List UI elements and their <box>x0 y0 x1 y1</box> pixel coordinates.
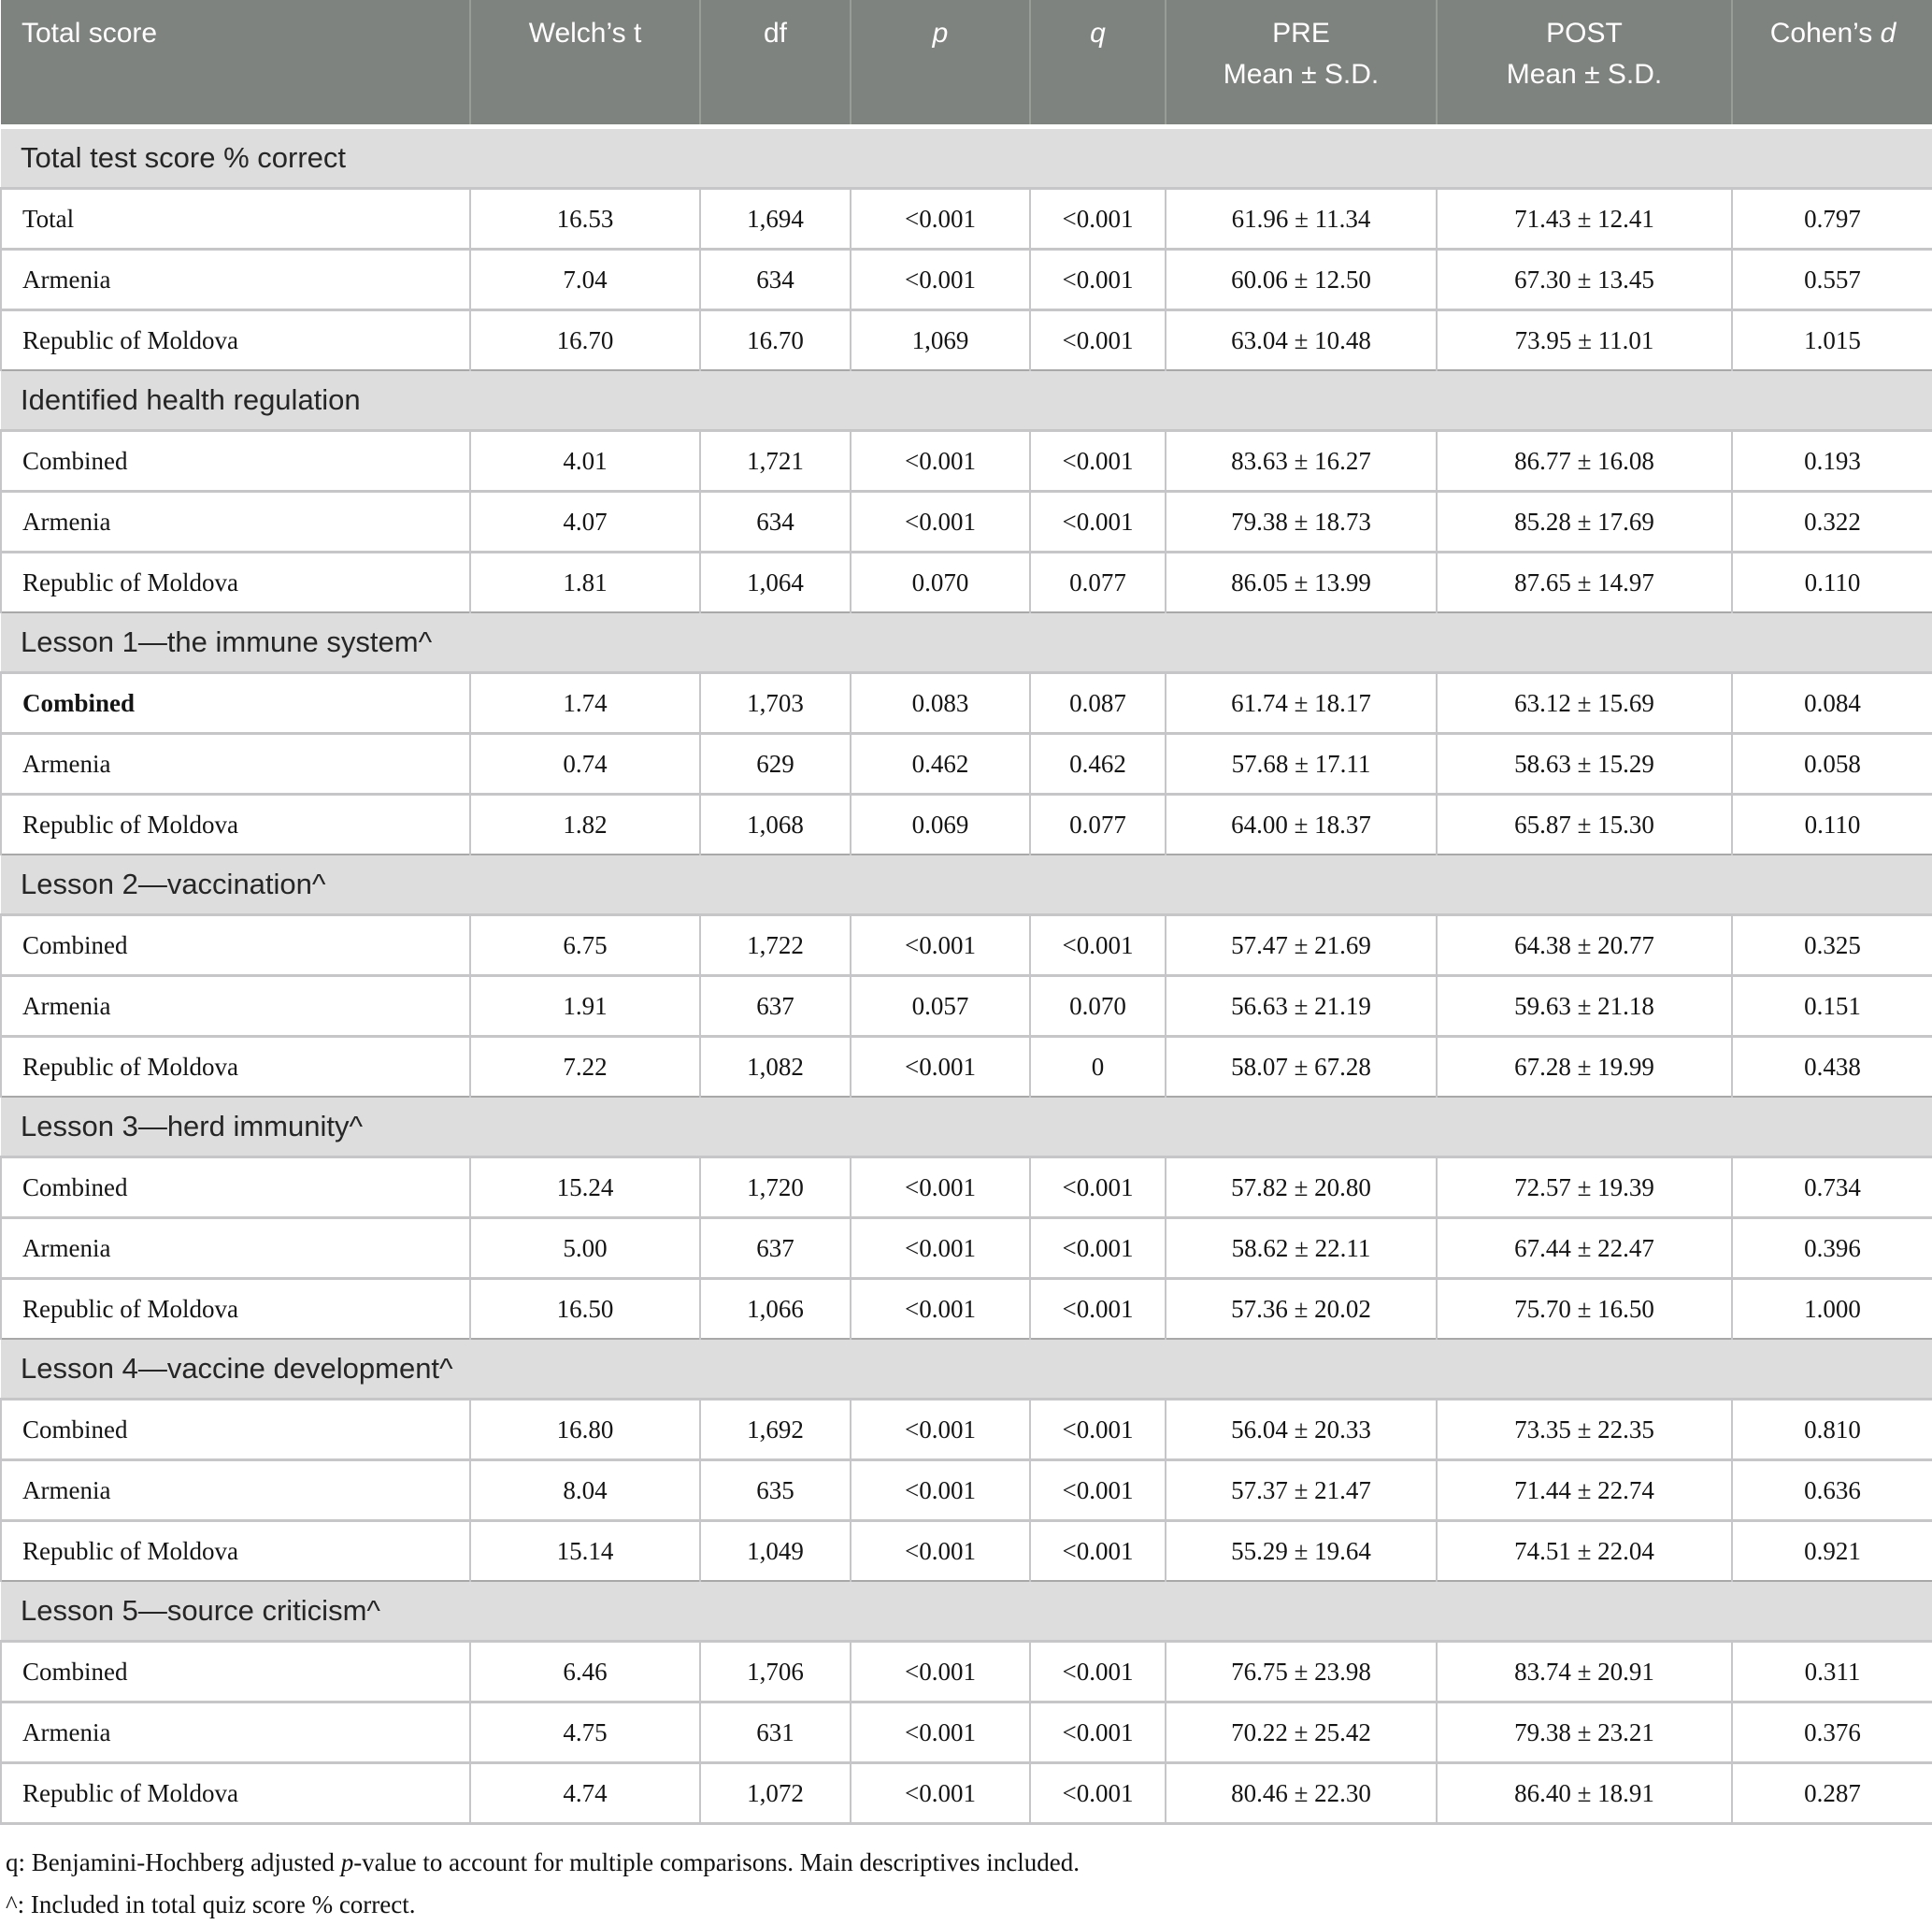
value-cell: 73.35 ± 22.35 <box>1437 1400 1732 1460</box>
value-cell: 0.151 <box>1732 976 1932 1037</box>
value-cell: 629 <box>700 734 851 795</box>
value-cell: 74.51 ± 22.04 <box>1437 1521 1732 1582</box>
row-label: Armenia <box>1 1702 470 1763</box>
table-row <box>1 1642 1932 1702</box>
value-cell: <0.001 <box>851 1218 1030 1279</box>
footnote-q-pre: q: Benjamini-Hochberg adjusted <box>6 1848 341 1876</box>
table-row <box>1 673 1932 734</box>
value-cell: 86.77 ± 16.08 <box>1437 431 1732 492</box>
value-cell: 0.462 <box>1030 734 1166 795</box>
section-title: Lesson 2—vaccination^ <box>1 855 1932 915</box>
row-label: Republic of Moldova <box>1 310 470 371</box>
row-label: Combined <box>1 1400 470 1460</box>
value-cell: 0 <box>1030 1037 1166 1098</box>
value-cell: 1,066 <box>700 1279 851 1340</box>
column-header-cohens-d-text: Cohen’s <box>1769 18 1881 49</box>
column-header-df: df <box>700 0 851 127</box>
section-header-row <box>1 127 1932 189</box>
value-cell: 8.04 <box>470 1460 700 1521</box>
value-cell: 0.322 <box>1732 492 1932 553</box>
value-cell: 637 <box>700 976 851 1037</box>
row-label: Republic of Moldova <box>1 553 470 613</box>
value-cell: 7.04 <box>470 250 700 310</box>
value-cell: 0.557 <box>1732 250 1932 310</box>
value-cell: <0.001 <box>851 492 1030 553</box>
value-cell: <0.001 <box>1030 189 1166 250</box>
table-row <box>1 189 1932 250</box>
value-cell: 6.46 <box>470 1642 700 1702</box>
section-title: Lesson 5—source criticism^ <box>1 1581 1932 1642</box>
value-cell: <0.001 <box>851 431 1030 492</box>
value-cell: 1.015 <box>1732 310 1932 371</box>
value-cell: 85.28 ± 17.69 <box>1437 492 1732 553</box>
value-cell: <0.001 <box>1030 1157 1166 1218</box>
section-title: Lesson 1—the immune system^ <box>1 612 1932 673</box>
row-label: Republic of Moldova <box>1 1279 470 1340</box>
table-row <box>1 1400 1932 1460</box>
value-cell: 16.70 <box>700 310 851 371</box>
row-label: Armenia <box>1 250 470 310</box>
value-cell: <0.001 <box>851 1460 1030 1521</box>
value-cell: 0.077 <box>1030 553 1166 613</box>
value-cell: 65.87 ± 15.30 <box>1437 795 1732 855</box>
value-cell: 635 <box>700 1460 851 1521</box>
table-row <box>1 1218 1932 1279</box>
value-cell: 1,064 <box>700 553 851 613</box>
table-row <box>1 1460 1932 1521</box>
section-header-row <box>1 1581 1932 1642</box>
value-cell: <0.001 <box>1030 492 1166 553</box>
row-label: Armenia <box>1 1460 470 1521</box>
section-header-row <box>1 855 1932 915</box>
value-cell: 1.91 <box>470 976 700 1037</box>
table-body <box>1 127 1932 1824</box>
value-cell: 0.070 <box>1030 976 1166 1037</box>
column-header-total-score: Total score <box>1 0 470 127</box>
value-cell: 86.40 ± 18.91 <box>1437 1763 1732 1824</box>
value-cell: 0.810 <box>1732 1400 1932 1460</box>
value-cell: 86.05 ± 13.99 <box>1166 553 1437 613</box>
value-cell: 67.44 ± 22.47 <box>1437 1218 1732 1279</box>
section-title: Total test score % correct <box>1 127 1932 189</box>
table-row <box>1 250 1932 310</box>
value-cell: 87.65 ± 14.97 <box>1437 553 1732 613</box>
value-cell: 64.00 ± 18.37 <box>1166 795 1437 855</box>
value-cell: 58.62 ± 22.11 <box>1166 1218 1437 1279</box>
row-label: Combined <box>1 673 470 734</box>
value-cell: 71.44 ± 22.74 <box>1437 1460 1732 1521</box>
row-label: Combined <box>1 915 470 976</box>
column-header-cohens-d <box>1732 0 1932 127</box>
value-cell: 57.36 ± 20.02 <box>1166 1279 1437 1340</box>
value-cell: 0.193 <box>1732 431 1932 492</box>
value-cell: <0.001 <box>1030 1218 1166 1279</box>
value-cell: 5.00 <box>470 1218 700 1279</box>
value-cell: 637 <box>700 1218 851 1279</box>
value-cell: 1,722 <box>700 915 851 976</box>
value-cell: 55.29 ± 19.64 <box>1166 1521 1437 1582</box>
value-cell: 0.110 <box>1732 553 1932 613</box>
row-label: Armenia <box>1 492 470 553</box>
value-cell: 1,720 <box>700 1157 851 1218</box>
row-label: Armenia <box>1 1218 470 1279</box>
value-cell: 0.74 <box>470 734 700 795</box>
value-cell: <0.001 <box>851 915 1030 976</box>
value-cell: 58.07 ± 67.28 <box>1166 1037 1437 1098</box>
value-cell: 1,049 <box>700 1521 851 1582</box>
value-cell: 1.74 <box>470 673 700 734</box>
value-cell: 76.75 ± 23.98 <box>1166 1642 1437 1702</box>
column-header-pre <box>1166 0 1437 127</box>
value-cell: 1,068 <box>700 795 851 855</box>
value-cell: 1.81 <box>470 553 700 613</box>
value-cell: <0.001 <box>1030 1400 1166 1460</box>
section-title: Lesson 4—vaccine development^ <box>1 1339 1932 1400</box>
value-cell: 79.38 ± 23.21 <box>1437 1702 1732 1763</box>
value-cell: <0.001 <box>1030 1279 1166 1340</box>
value-cell: <0.001 <box>851 1642 1030 1702</box>
value-cell: 1,703 <box>700 673 851 734</box>
row-label: Republic of Moldova <box>1 795 470 855</box>
value-cell: 0.921 <box>1732 1521 1932 1582</box>
value-cell: 4.07 <box>470 492 700 553</box>
value-cell: <0.001 <box>851 1037 1030 1098</box>
value-cell: <0.001 <box>851 250 1030 310</box>
value-cell: 0.083 <box>851 673 1030 734</box>
value-cell: 4.75 <box>470 1702 700 1763</box>
value-cell: 0.058 <box>1732 734 1932 795</box>
table-row <box>1 553 1932 613</box>
value-cell: 0.069 <box>851 795 1030 855</box>
value-cell: 57.68 ± 17.11 <box>1166 734 1437 795</box>
value-cell: <0.001 <box>851 1400 1030 1460</box>
table-row <box>1 734 1932 795</box>
value-cell: 1,694 <box>700 189 851 250</box>
value-cell: 83.63 ± 16.27 <box>1166 431 1437 492</box>
value-cell: 6.75 <box>470 915 700 976</box>
value-cell: 15.24 <box>470 1157 700 1218</box>
value-cell: 80.46 ± 22.30 <box>1166 1763 1437 1824</box>
table-header <box>1 0 1932 127</box>
row-label: Republic of Moldova <box>1 1037 470 1098</box>
value-cell: 1,692 <box>700 1400 851 1460</box>
table-row <box>1 1763 1932 1824</box>
value-cell: 0.087 <box>1030 673 1166 734</box>
row-label: Republic of Moldova <box>1 1521 470 1582</box>
footnote-q-post: -value to account for multiple comparisons. Main descriptives included. <box>353 1848 1080 1876</box>
row-label: Combined <box>1 1157 470 1218</box>
column-header-cohens-d-italic: d <box>1880 18 1896 49</box>
value-cell: 0.376 <box>1732 1702 1932 1763</box>
section-header-row <box>1 1097 1932 1157</box>
header-row <box>1 0 1932 127</box>
footnote-caret: ^: Included in total quiz score % correct. <box>6 1889 416 1918</box>
value-cell: <0.001 <box>1030 250 1166 310</box>
table-row <box>1 976 1932 1037</box>
value-cell: 1,706 <box>700 1642 851 1702</box>
value-cell: 59.63 ± 21.18 <box>1437 976 1732 1037</box>
table-row <box>1 1702 1932 1763</box>
value-cell: 0.396 <box>1732 1218 1932 1279</box>
value-cell: <0.001 <box>851 1702 1030 1763</box>
value-cell: 57.82 ± 20.80 <box>1166 1157 1437 1218</box>
value-cell: 57.47 ± 21.69 <box>1166 915 1437 976</box>
value-cell: 79.38 ± 18.73 <box>1166 492 1437 553</box>
value-cell: 0.077 <box>1030 795 1166 855</box>
column-header-post-line2: Mean ± S.D. <box>1506 58 1663 90</box>
row-label: Combined <box>1 1642 470 1702</box>
value-cell: 67.30 ± 13.45 <box>1437 250 1732 310</box>
value-cell: <0.001 <box>1030 915 1166 976</box>
value-cell: 0.797 <box>1732 189 1932 250</box>
value-cell: 57.37 ± 21.47 <box>1166 1460 1437 1521</box>
value-cell: 7.22 <box>470 1037 700 1098</box>
value-cell: 1,721 <box>700 431 851 492</box>
value-cell: 15.14 <box>470 1521 700 1582</box>
value-cell: 0.325 <box>1732 915 1932 976</box>
section-title: Lesson 3—herd immunity^ <box>1 1097 1932 1157</box>
section-header-row <box>1 1339 1932 1400</box>
value-cell: 63.04 ± 10.48 <box>1166 310 1437 371</box>
value-cell: 72.57 ± 19.39 <box>1437 1157 1732 1218</box>
value-cell: <0.001 <box>1030 1702 1166 1763</box>
value-cell: <0.001 <box>1030 1460 1166 1521</box>
table-row <box>1 310 1932 371</box>
value-cell: <0.001 <box>851 1521 1030 1582</box>
value-cell: 4.01 <box>470 431 700 492</box>
column-header-p: p <box>851 0 1030 127</box>
value-cell: <0.001 <box>1030 310 1166 371</box>
footnotes <box>0 1825 1932 1925</box>
column-header-q: q <box>1030 0 1166 127</box>
value-cell: 16.53 <box>470 189 700 250</box>
value-cell: 64.38 ± 20.77 <box>1437 915 1732 976</box>
value-cell: 61.96 ± 11.34 <box>1166 189 1437 250</box>
value-cell: <0.001 <box>1030 431 1166 492</box>
value-cell: 83.74 ± 20.91 <box>1437 1642 1732 1702</box>
value-cell: 0.311 <box>1732 1642 1932 1702</box>
value-cell: 73.95 ± 11.01 <box>1437 310 1732 371</box>
value-cell: 0.438 <box>1732 1037 1932 1098</box>
value-cell: 75.70 ± 16.50 <box>1437 1279 1732 1340</box>
value-cell: 67.28 ± 19.99 <box>1437 1037 1732 1098</box>
section-header-row <box>1 612 1932 673</box>
table-row <box>1 795 1932 855</box>
value-cell: 1,069 <box>851 310 1030 371</box>
value-cell: 0.636 <box>1732 1460 1932 1521</box>
value-cell: 0.084 <box>1732 673 1932 734</box>
value-cell: 0.070 <box>851 553 1030 613</box>
value-cell: 71.43 ± 12.41 <box>1437 189 1732 250</box>
footnote-q <box>6 1842 1932 1884</box>
column-header-pre-line2: Mean ± S.D. <box>1223 58 1380 90</box>
value-cell: 1,082 <box>700 1037 851 1098</box>
value-cell: <0.001 <box>1030 1521 1166 1582</box>
value-cell: 1.82 <box>470 795 700 855</box>
table-row <box>1 1521 1932 1582</box>
value-cell: 1.000 <box>1732 1279 1932 1340</box>
value-cell: 16.50 <box>470 1279 700 1340</box>
value-cell: 0.462 <box>851 734 1030 795</box>
value-cell: <0.001 <box>1030 1763 1166 1824</box>
value-cell: <0.001 <box>851 189 1030 250</box>
column-header-welchs-t: Welch’s t <box>470 0 700 127</box>
footnote-q-italic-p: p <box>340 1848 354 1876</box>
value-cell: <0.001 <box>851 1763 1030 1824</box>
row-label: Armenia <box>1 734 470 795</box>
value-cell: 634 <box>700 492 851 553</box>
value-cell: 631 <box>700 1702 851 1763</box>
value-cell: <0.001 <box>851 1157 1030 1218</box>
value-cell: <0.001 <box>851 1279 1030 1340</box>
table-row <box>1 915 1932 976</box>
value-cell: 0.287 <box>1732 1763 1932 1824</box>
row-label: Republic of Moldova <box>1 1763 470 1824</box>
table-row <box>1 1037 1932 1098</box>
value-cell: 56.04 ± 20.33 <box>1166 1400 1437 1460</box>
value-cell: <0.001 <box>1030 1642 1166 1702</box>
section-header-row <box>1 370 1932 431</box>
row-label: Combined <box>1 431 470 492</box>
table-row <box>1 1157 1932 1218</box>
value-cell: 0.734 <box>1732 1157 1932 1218</box>
value-cell: 61.74 ± 18.17 <box>1166 673 1437 734</box>
table-row <box>1 431 1932 492</box>
value-cell: 1,072 <box>700 1763 851 1824</box>
value-cell: 634 <box>700 250 851 310</box>
value-cell: 63.12 ± 15.69 <box>1437 673 1732 734</box>
section-title: Identified health regulation <box>1 370 1932 431</box>
value-cell: 4.74 <box>470 1763 700 1824</box>
value-cell: 16.80 <box>470 1400 700 1460</box>
row-label: Armenia <box>1 976 470 1037</box>
value-cell: 56.63 ± 21.19 <box>1166 976 1437 1037</box>
table-row <box>1 492 1932 553</box>
column-header-post <box>1437 0 1732 127</box>
value-cell: 0.057 <box>851 976 1030 1037</box>
column-header-post-line1: POST <box>1546 18 1623 49</box>
column-header-pre-line1: PRE <box>1272 18 1330 49</box>
value-cell: 70.22 ± 25.42 <box>1166 1702 1437 1763</box>
value-cell: 0.110 <box>1732 795 1932 855</box>
value-cell: 16.70 <box>470 310 700 371</box>
row-label: Total <box>1 189 470 250</box>
value-cell: 58.63 ± 15.29 <box>1437 734 1732 795</box>
table-row <box>1 1279 1932 1340</box>
value-cell: 60.06 ± 12.50 <box>1166 250 1437 310</box>
